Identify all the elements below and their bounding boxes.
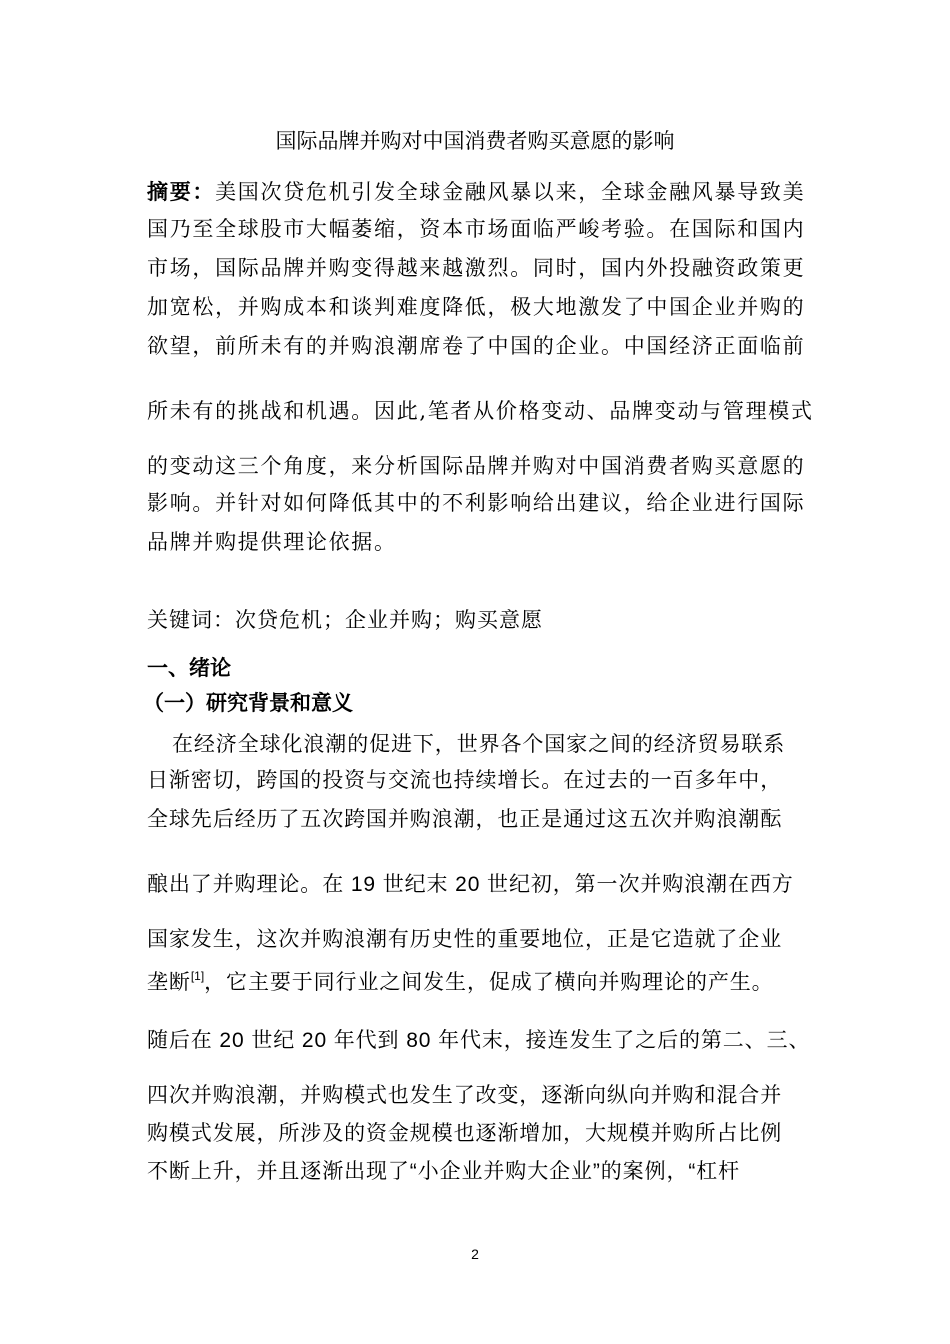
- body-line-8: 四次并购浪潮，并购模式也发生了改变，逐渐向纵向并购和混合并: [147, 1084, 783, 1107]
- body-line-7: 随后在 20 世纪 20 年代到 80 年代末，接连发生了之后的第二、三、: [147, 1029, 811, 1052]
- body-line-1: 在经济全球化浪潮的促进下，世界各个国家之间的经济贸易联系: [172, 733, 786, 756]
- body-line-10: 不断上升，并且逐渐出现了“小企业并购大企业”的案例，“杠杆: [147, 1160, 741, 1183]
- page-number: 2: [471, 1246, 479, 1262]
- abstract-label: 摘要：: [147, 179, 216, 204]
- abstract-line-4: 加宽松，并购成本和谈判难度降低，极大地激发了中国企业并购的: [147, 295, 806, 319]
- body-text-rest: ，它主要于同行业之间发生，促成了横向并购理论的产生。: [204, 971, 774, 994]
- abstract-line-9: 品牌并购提供理论依据。: [147, 530, 397, 554]
- abstract-line-7: 的变动这三个角度，来分析国际品牌并购对中国消费者购买意愿的: [147, 454, 806, 478]
- abstract-line-5: 欲望，前所未有的并购浪潮席卷了中国的企业。中国经济正面临前: [147, 334, 806, 358]
- abstract-line-6: 所未有的挑战和机遇。因此,笔者从价格变动、品牌变动与管理模式: [147, 399, 814, 423]
- citation-ref[interactable]: [1]: [190, 969, 205, 983]
- abstract-line-1: [147, 178, 807, 206]
- body-line-3: 全球先后经历了五次跨国并购浪潮，也正是通过这五次并购浪潮酝: [147, 808, 783, 831]
- body-line-2: 日渐密切，跨国的投资与交流也持续增长。在过去的一百多年中，: [147, 769, 783, 792]
- keywords: 关键词：次贷危机；企业并购；购买意愿: [147, 608, 543, 632]
- body-text-monopoly: 垄断: [147, 971, 191, 994]
- abstract-line-8: 影响。并针对如何降低其中的不利影响给出建议，给企业进行国际: [147, 491, 806, 515]
- abstract-line-3: 市场，国际品牌并购变得越来越激烈。同时，国内外投融资政策更: [147, 256, 806, 280]
- body-line-4: 酿出了并购理论。在 19 世纪末 20 世纪初，第一次并购浪潮在西方: [147, 873, 794, 896]
- body-line-5: 国家发生，这次并购浪潮有历史性的重要地位，正是它造就了企业: [147, 928, 783, 951]
- section-heading: 一、绪论: [147, 657, 231, 680]
- abstract-line-2: 国乃至全球股市大幅萎缩，资本市场面临严峻考验。在国际和国内: [147, 217, 806, 241]
- body-line-6: [147, 962, 807, 997]
- page-title: 国际品牌并购对中国消费者购买意愿的影响: [275, 130, 675, 153]
- subsection-heading: （一）研究背景和意义: [143, 692, 353, 715]
- abstract-text: 美国次贷危机引发全球金融风暴以来，全球金融风暴导致美: [215, 180, 806, 204]
- body-line-9: 购模式发展，所涉及的资金规模也逐渐增加，大规模并购所占比例: [147, 1122, 783, 1145]
